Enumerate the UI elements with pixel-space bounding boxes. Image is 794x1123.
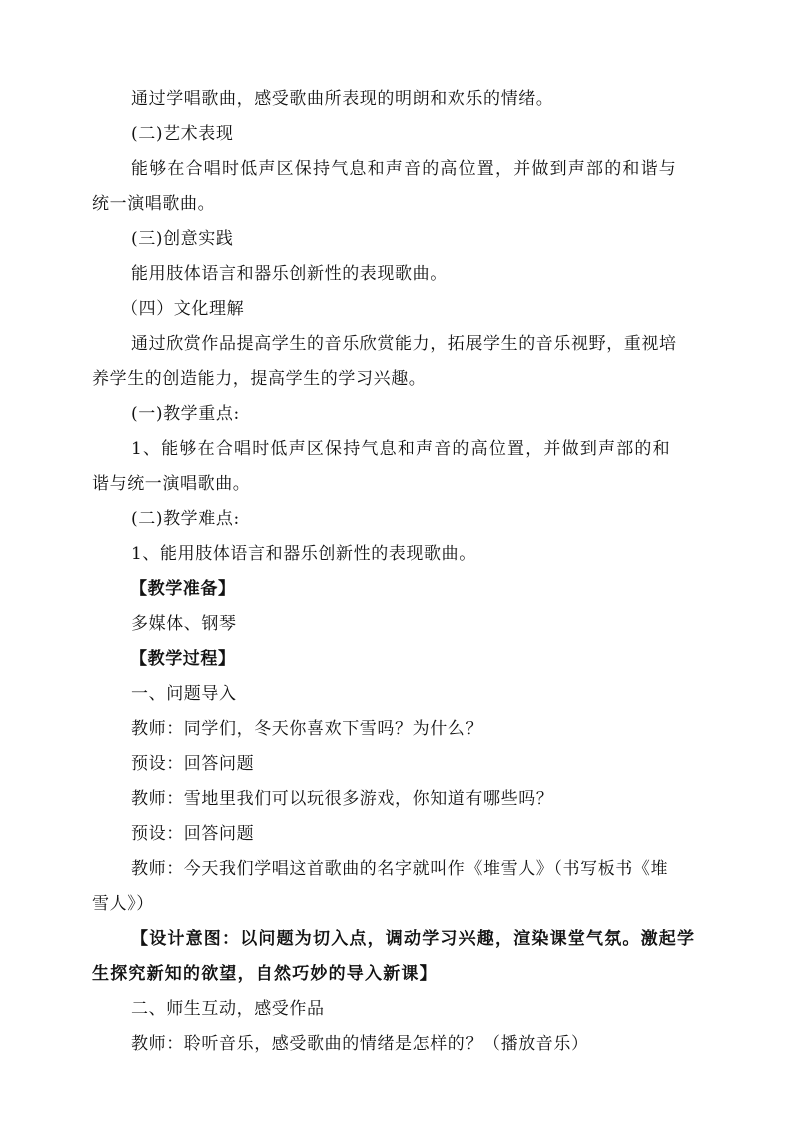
section-heading: (一)教学重点: (131, 404, 240, 424)
paragraph-line: 雪人》） (92, 894, 154, 914)
paragraph-line: 多媒体、钢琴 (131, 614, 237, 634)
bold-heading: 【教学过程】 (130, 649, 236, 669)
paragraph-line: 能够在合唱时低声区保持气息和声音的高位置，并做到声部的和谐与 (131, 159, 677, 179)
paragraph-line: 教师：同学们，冬天你喜欢下雪吗？为什么？ (131, 719, 483, 739)
paragraph-line: 通过学唱歌曲，感受歌曲所表现的明朗和欢乐的情绪。 (131, 89, 554, 109)
section-heading: (三)创意实践 (131, 229, 234, 249)
paragraph-line: 谐与统一演唱歌曲。 (92, 474, 251, 494)
bold-heading: 【教学准备】 (130, 579, 236, 599)
paragraph-line: 1、能用肢体语言和器乐创新性的表现歌曲。 (131, 544, 477, 564)
section-heading: （四）文化理解 (121, 299, 245, 319)
section-heading: (二)艺术表现 (131, 124, 234, 144)
paragraph-line: 通过欣赏作品提高学生的音乐欣赏能力，拓展学生的音乐视野，重视培 (131, 334, 677, 354)
paragraph-line: 能用肢体语言和器乐创新性的表现歌曲。 (131, 264, 448, 284)
section-heading: 一、问题导入 (131, 684, 237, 704)
design-intent-note: 【设计意图：以问题为切入点，调动学习兴趣，渲染课堂气氛。激起学 (131, 929, 696, 949)
paragraph-line: 统一演唱歌曲。 (92, 194, 216, 214)
paragraph-line: 教师：雪地里我们可以玩很多游戏，你知道有哪些吗？ (131, 789, 554, 809)
section-heading: (二)教学难点: (131, 509, 240, 529)
paragraph-line: 预设：回答问题 (131, 824, 255, 844)
paragraph-line: 养学生的创造能力，提高学生的学习兴趣。 (92, 369, 427, 389)
design-intent-note: 生探究新知的欲望，自然巧妙的导入新课】 (92, 964, 438, 984)
paragraph-line: 教师：聆听音乐，感受歌曲的情绪是怎样的？（播放音乐） (131, 1034, 589, 1054)
paragraph-line: 1、能够在合唱时低声区保持气息和声音的高位置，并做到声部的和 (131, 439, 671, 459)
section-heading: 二、师生互动，感受作品 (131, 999, 325, 1019)
paragraph-line: 预设：回答问题 (131, 754, 255, 774)
paragraph-line: 教师：今天我们学唱这首歌曲的名字就叫作《堆雪人》（书写板书《堆 (131, 859, 669, 879)
